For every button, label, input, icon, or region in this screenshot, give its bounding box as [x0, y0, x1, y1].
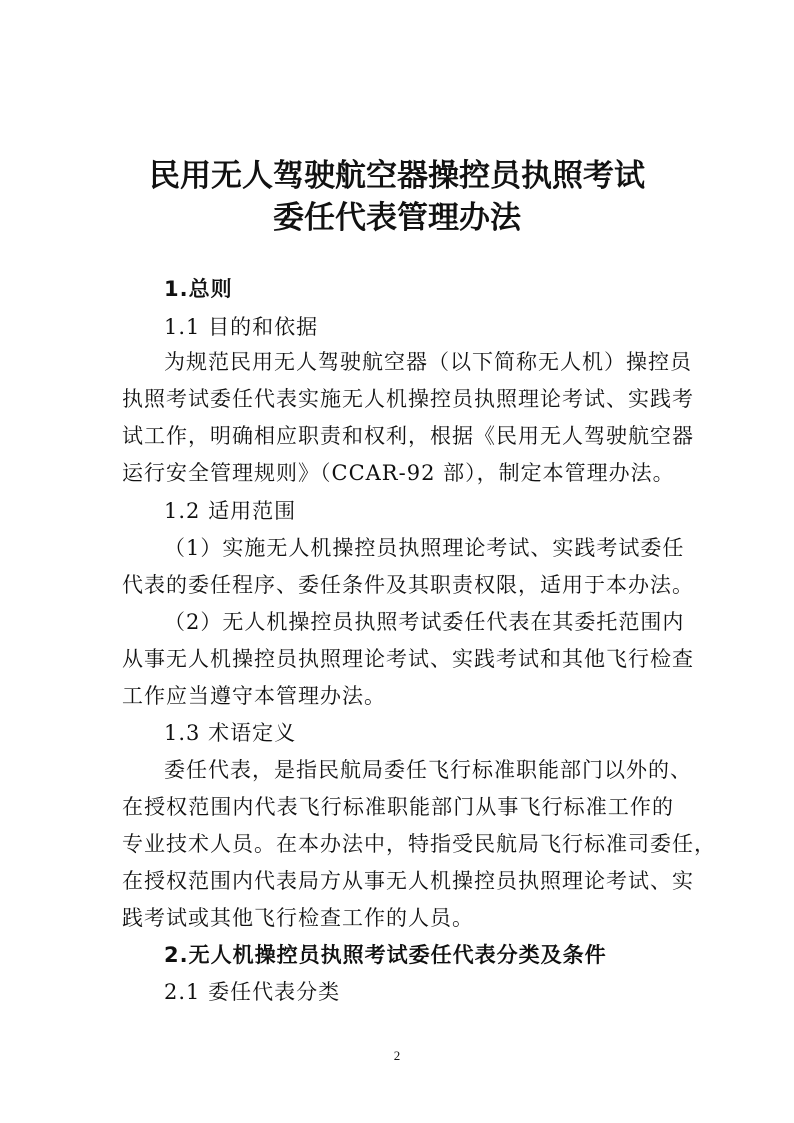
section-heading-1: 1.总则: [164, 277, 233, 301]
paragraph-1-line-2: 执照考试委任代表实施无人机操控员执照理论考试、实践考: [122, 387, 694, 411]
section-heading-2: 2.无人机操控员执照考试委任代表分类及条件: [164, 943, 607, 967]
subsection-heading-1-2: 1.2 适用范围: [164, 499, 297, 523]
paragraph-3-line-2: 从事无人机操控员执照理论考试、实践考试和其他飞行检查: [122, 647, 694, 671]
document-title-line-1: 民用无人驾驶航空器操控员执照考试: [149, 158, 645, 194]
page-number: 2: [393, 1048, 401, 1063]
paragraph-2-line-2: 代表的委任程序、委任条件及其职责权限，适用于本办法。: [122, 573, 694, 597]
subsection-heading-1-3: 1.3 术语定义: [164, 721, 297, 745]
paragraph-4-line-3: 专业技术人员。在本办法中，特指受民航局飞行标准司委任，: [122, 832, 716, 856]
subsection-heading-1-1: 1.1 目的和依据: [164, 315, 319, 339]
subsection-heading-2-1: 2.1 委任代表分类: [164, 980, 341, 1004]
paragraph-1-line-1: 为规范民用无人驾驶航空器（以下简称无人机）操控员: [164, 350, 692, 374]
paragraph-4-line-2: 在授权范围内代表飞行标准职能部门从事飞行标准工作的: [122, 795, 674, 819]
paragraph-1-line-3: 试工作，明确相应职责和权利，根据《民用无人驾驶航空器: [122, 424, 694, 448]
paragraph-4-line-4: 在授权范围内代表局方从事无人机操控员执照理论考试、实: [122, 869, 694, 893]
paragraph-4-line-5: 践考试或其他飞行检查工作的人员。: [122, 906, 474, 930]
paragraph-3-line-3: 工作应当遵守本管理办法。: [122, 684, 386, 708]
document-title-line-2: 委任代表管理办法: [273, 200, 521, 236]
paragraph-3-line-1: （2）无人机操控员执照考试委任代表在其委托范围内: [164, 610, 685, 634]
paragraph-2-line-1: （1）实施无人机操控员执照理论考试、实践考试委任: [164, 536, 685, 560]
paragraph-1-line-4: 运行安全管理规则》（CCAR-92 部），制定本管理办法。: [122, 461, 675, 485]
paragraph-4-line-1: 委任代表，是指民航局委任飞行标准职能部门以外的、: [164, 758, 692, 782]
